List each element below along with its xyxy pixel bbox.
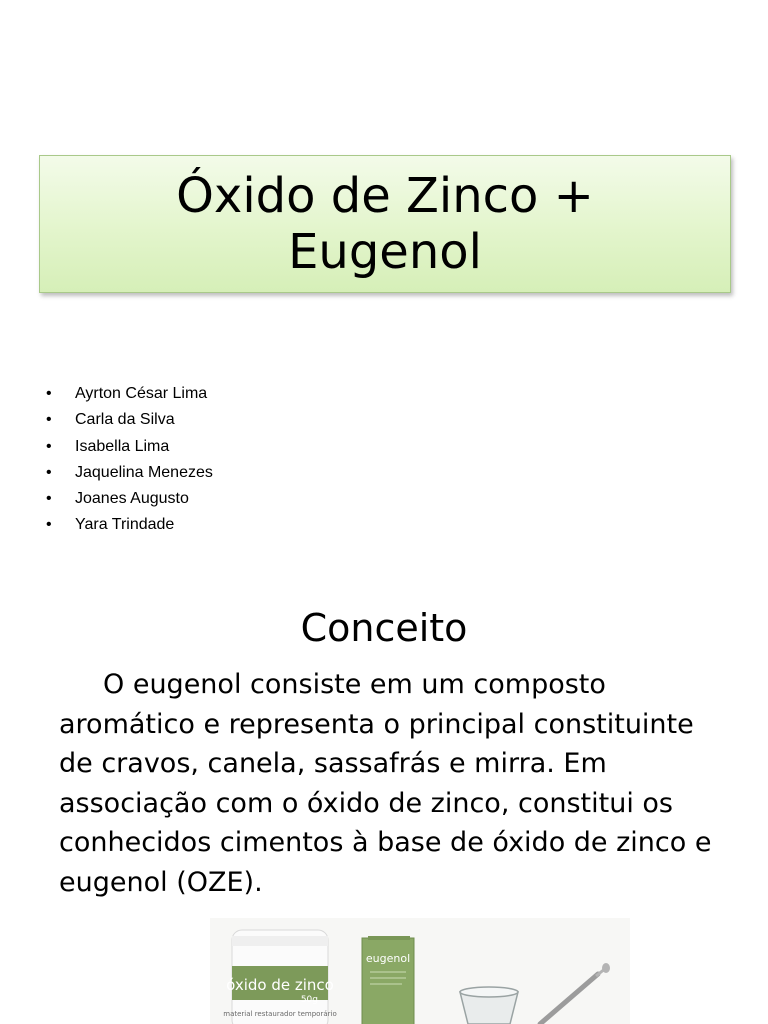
author-list [46, 381, 213, 539]
section-heading: Conceito [300, 606, 468, 650]
bullet: • [46, 437, 52, 455]
bullet: • [46, 411, 52, 429]
eugenol-box [362, 936, 414, 1024]
author-name: Jaquelina Menezes [75, 463, 213, 481]
bullet: • [46, 385, 52, 402]
concept-paragraph: O eugenol consiste em um composto aromático e representa o principal constituinte de cravos, canela, sassafrás e mirra. Em associação com o óxido de zinco, constitui os conhecidos cimentos à base de óxido de zinco e eugenol (OZE). [59, 669, 712, 898]
author-item [46, 512, 213, 538]
product-photo [210, 918, 630, 1024]
bullet: • [46, 490, 52, 508]
jar-weight: 50g [300, 995, 318, 1005]
author-name: Carla da Silva [75, 411, 175, 429]
box-label: eugenol [365, 952, 411, 965]
author-item [46, 434, 213, 460]
author-name: Joanes Augusto [75, 490, 189, 508]
bullet: • [46, 463, 52, 481]
jar-subtext: material restaurador temporário [223, 1010, 337, 1018]
author-name: Isabella Lima [75, 437, 170, 455]
title-line-1: Óxido de Zinco + [176, 168, 594, 224]
glass-dish [460, 987, 518, 1024]
title-box [39, 155, 731, 293]
author-name: Ayrton César Lima [75, 385, 208, 402]
bullet: • [46, 516, 52, 534]
author-item [46, 486, 213, 512]
jar-label: óxido de zinco [226, 976, 334, 994]
author-item [46, 460, 213, 486]
title-line-2: Eugenol [288, 224, 482, 280]
author-item [46, 407, 213, 433]
author-name: Yara Trindade [75, 516, 175, 534]
zinc-oxide-jar [223, 930, 336, 1024]
author-item [46, 381, 213, 407]
product-illustration [210, 918, 630, 1024]
